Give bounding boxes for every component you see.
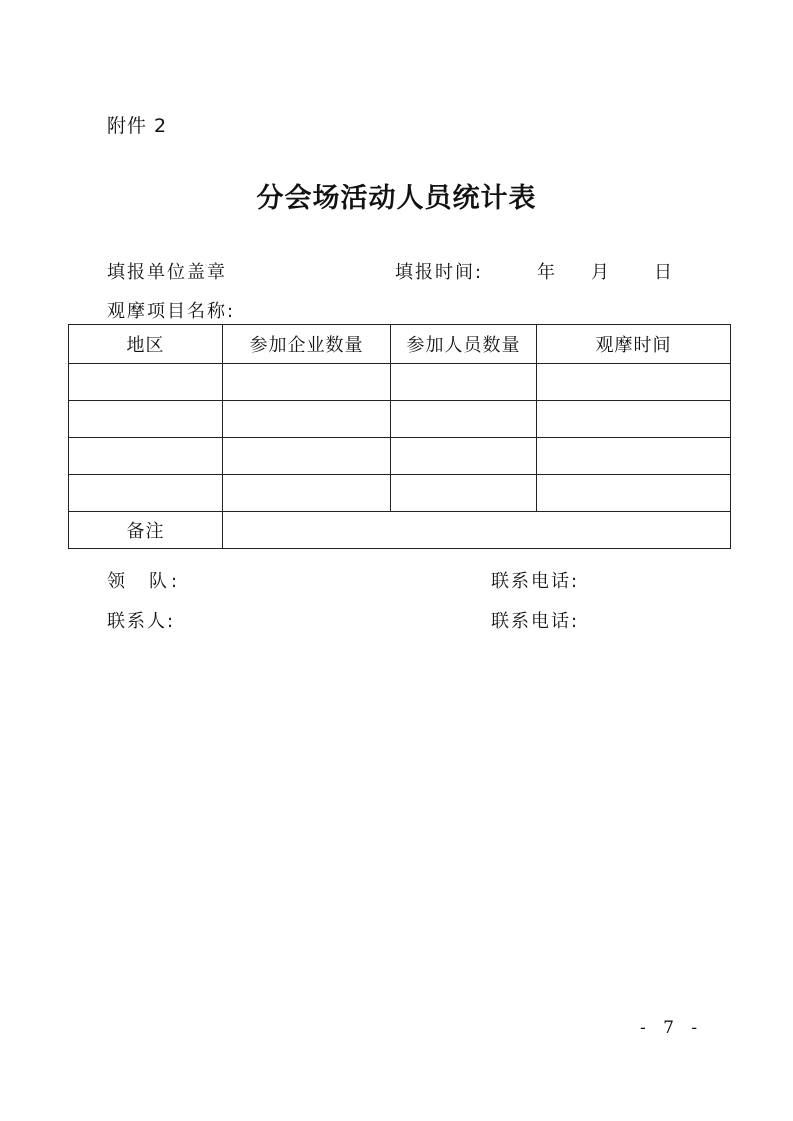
leader-label [107, 567, 181, 593]
table-row [69, 438, 731, 475]
table-cell[interactable] [223, 401, 391, 438]
day-label: 日 [654, 262, 674, 283]
table-cell[interactable] [223, 364, 391, 401]
table-cell[interactable] [537, 438, 731, 475]
remarks-row [69, 512, 731, 549]
table-cell[interactable] [69, 364, 223, 401]
table-cell[interactable] [391, 364, 537, 401]
remarks-label: 备注 [69, 512, 223, 549]
column-header-region: 地区 [69, 325, 223, 364]
table-header-row [69, 325, 731, 364]
page-number: - 7 - [640, 1018, 704, 1038]
year-label: 年 [537, 262, 557, 283]
table-cell[interactable] [69, 401, 223, 438]
table-cell[interactable] [223, 438, 391, 475]
table-cell[interactable] [537, 401, 731, 438]
contact-person-label: 联系人: [107, 611, 176, 632]
table-row [69, 401, 731, 438]
table-cell[interactable] [391, 475, 537, 512]
table-cell[interactable] [391, 401, 537, 438]
leader-label-part1: 领 [107, 571, 129, 592]
table-row [69, 475, 731, 512]
column-header-participant-count: 参加人员数量 [391, 325, 537, 364]
table-cell[interactable] [391, 438, 537, 475]
column-header-visit-time: 观摩时间 [537, 325, 731, 364]
table-cell[interactable] [537, 475, 731, 512]
table-cell[interactable] [223, 475, 391, 512]
form-title: 分会场活动人员统计表 [256, 183, 537, 214]
table-cell[interactable] [69, 475, 223, 512]
attachment-label: 附件 2 [107, 115, 168, 137]
project-name-label: 观摩项目名称: [107, 301, 236, 322]
contact-phone-label: 联系电话: [491, 611, 580, 632]
table-cell[interactable] [69, 438, 223, 475]
month-label: 月 [591, 262, 611, 283]
leader-label-part2: 队: [149, 571, 182, 592]
fill-unit-label: 填报单位盖章 [107, 262, 227, 283]
table-row [69, 364, 731, 401]
remarks-value[interactable] [223, 512, 731, 549]
column-header-company-count: 参加企业数量 [223, 325, 391, 364]
stats-table [68, 324, 731, 549]
leader-phone-label: 联系电话: [491, 571, 580, 592]
fill-time-label: 填报时间: [395, 262, 484, 283]
table-cell[interactable] [537, 364, 731, 401]
